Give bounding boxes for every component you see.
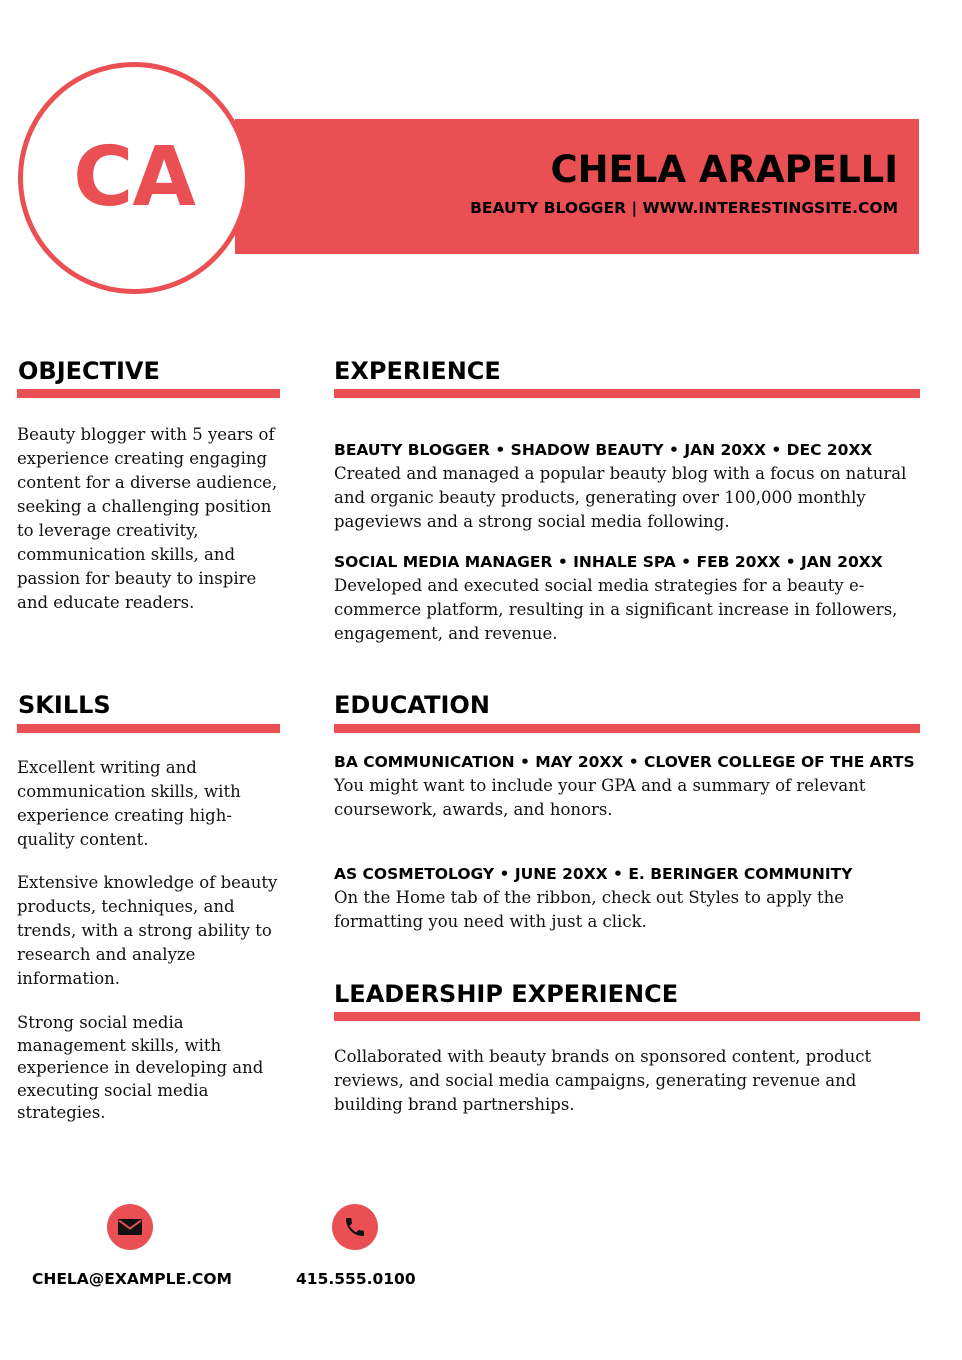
phone-icon xyxy=(332,1204,378,1250)
experience-entry xyxy=(334,438,924,534)
resume-subtitle: BEAUTY BLOGGER | WWW.INTERESTINGSITE.COM xyxy=(470,199,898,217)
contact-email[interactable]: CHELA@EXAMPLE.COM xyxy=(32,1270,232,1288)
education-heading: EDUCATION xyxy=(334,691,490,719)
job-title: BEAUTY BLOGGER • SHADOW BEAUTY • JAN 20XX • DEC 20XX xyxy=(334,441,873,459)
experience-rule xyxy=(334,389,920,398)
degree-description: You might want to include your GPA and a summary of relevant coursework, awards, and honors. xyxy=(334,776,866,819)
experience-entry xyxy=(334,550,924,646)
education-entry xyxy=(334,862,924,934)
degree-title: BA COMMUNICATION • MAY 20XX • CLOVER COLLEGE OF THE ARTS xyxy=(334,753,915,771)
education-rule xyxy=(334,724,920,733)
degree-description: On the Home tab of the ribbon, check out Styles to apply the formatting you need with just a click. xyxy=(334,888,845,931)
job-description: Developed and executed social media strategies for a beauty e-commerce platform, resulting in a significant increase in followers, engagement, and revenue. xyxy=(334,576,898,643)
experience-heading: EXPERIENCE xyxy=(334,357,501,385)
objective-heading: OBJECTIVE xyxy=(18,357,160,385)
resume-name: CHELA ARAPELLI xyxy=(550,148,898,191)
skills-heading: SKILLS xyxy=(18,691,111,719)
contact-phone[interactable]: 415.555.0100 xyxy=(296,1270,416,1288)
job-title: SOCIAL MEDIA MANAGER • INHALE SPA • FEB 20XX • JAN 20XX xyxy=(334,553,883,571)
degree-title: AS COSMETOLOGY • JUNE 20XX • E. BERINGER COMMUNITY xyxy=(334,865,853,883)
education-entry xyxy=(334,750,924,822)
leadership-rule xyxy=(334,1012,920,1021)
skills-item: Extensive knowledge of beauty products, techniques, and trends, with a strong ability to research and analyze information. xyxy=(17,873,278,988)
skills-item: Excellent writing and communication skills, with experience creating high-quality content. xyxy=(17,758,241,849)
objective-text: Beauty blogger with 5 years of experience creating engaging content for a diverse audience, seeking a challenging position to leverage creativity, communication skills, and passion for beauty to inspire and educate readers. xyxy=(17,425,278,612)
monogram-circle xyxy=(18,62,250,294)
objective-rule xyxy=(17,389,280,398)
leadership-heading: LEADERSHIP EXPERIENCE xyxy=(334,980,679,1008)
leadership-text: Collaborated with beauty brands on sponsored content, product reviews, and social media campaigns, generating revenue and building brand partnerships. xyxy=(334,1047,872,1114)
envelope-icon xyxy=(107,1204,153,1250)
job-description: Created and managed a popular beauty blog with a focus on natural and organic beauty products, generating over 100,000 monthly pageviews and a strong social media following. xyxy=(334,464,907,531)
skills-rule xyxy=(17,724,280,733)
skills-item: Strong social media management skills, with experience in developing and executing social media strategies. xyxy=(17,1013,264,1122)
monogram-initials: CA xyxy=(73,129,195,225)
